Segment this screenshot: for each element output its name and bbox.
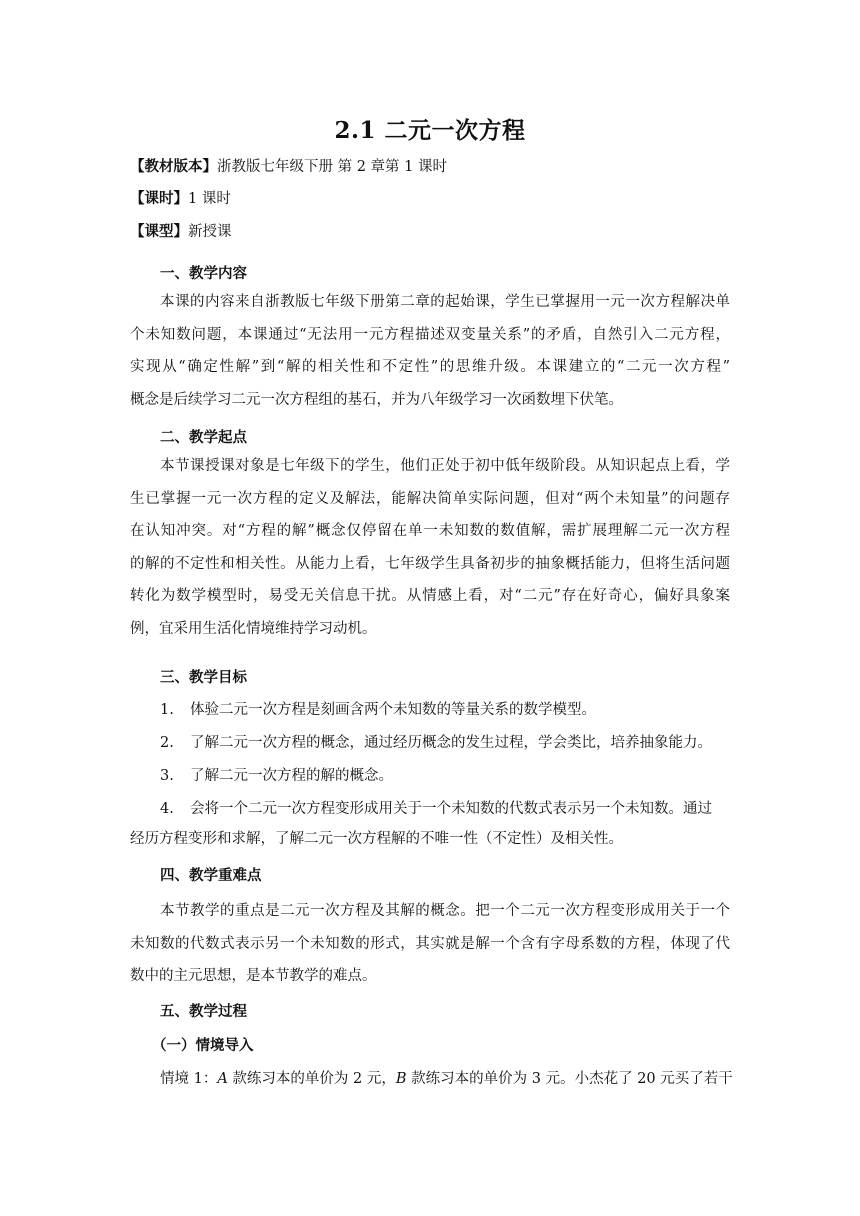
goal-number: 1. — [160, 702, 174, 718]
page-title: 2.1 二元一次方程 — [334, 117, 526, 144]
scenario-text: 款练习本的单价为 2 元， — [227, 1071, 396, 1087]
scenario-label: 情境 1： — [160, 1071, 218, 1087]
goal-text: 体验二元一次方程是刻画含两个未知数的等量关系的数学模型。 — [190, 702, 596, 718]
goal-item — [160, 764, 393, 785]
meta-key: 【教材版本】 — [130, 158, 217, 175]
goal-number: 3. — [160, 768, 174, 784]
paragraph-line: 例，宜采用生活化情境维持学习动机。 — [130, 620, 377, 637]
goal-text: 会将一个二元一次方程变形成用关于一个未知数的代数式表示另一个未知数。通过 — [190, 801, 712, 817]
section-heading-teaching-content: 一、教学内容 — [160, 265, 247, 282]
goal-item — [160, 731, 712, 752]
paragraph-line: 在认知冲突。对“方程的解”概念仅停留在单一未知数的数值解，需扩展理解二元一次方程 — [130, 523, 730, 539]
paragraph-teaching-content — [130, 286, 730, 416]
section-heading-teaching-start: 二、教学起点 — [160, 429, 247, 446]
paragraph-teaching-start — [130, 450, 730, 645]
goal-item — [160, 698, 596, 719]
paragraph-line: 本节教学的重点是二元一次方程及其解的概念。把一个二元一次方程变形成用关于一个 — [160, 903, 730, 919]
variable-a: A — [217, 1071, 228, 1087]
paragraph-line: 转化为数学模型时，易受无关信息干扰。从情感上看，对“二元”存在好奇心，偏好具象案 — [130, 588, 730, 604]
scenario-paragraph — [160, 1069, 733, 1089]
goal-number: 4. — [160, 801, 174, 817]
meta-key: 【课型】 — [130, 223, 188, 240]
goal-item — [160, 797, 712, 818]
paragraph-line: 数中的主元思想，是本节教学的难点。 — [130, 968, 377, 984]
meta-value: 浙教版七年级下册 第 2 章第 1 课时 — [217, 159, 447, 175]
meta-key: 【课时】 — [130, 190, 188, 207]
section-heading-teaching-goals: 三、教学目标 — [160, 669, 247, 686]
paragraph-line: 个未知数问题，本课通过“无法用一元方程描述双变量关系”的矛盾，自然引入二元方程， — [130, 326, 730, 343]
paragraph-key-difficult-points — [130, 895, 730, 993]
section-heading-teaching-process: 五、教学过程 — [160, 1003, 247, 1020]
variable-b: B — [395, 1071, 407, 1087]
goal-item-continuation: 经历方程变形和求解，了解二元一次方程解的不唯一性（不定性）及相关性。 — [130, 831, 623, 847]
section-heading-key-difficult-points: 四、教学重难点 — [160, 867, 262, 884]
paragraph-line: 实现从“确定性解”到“解的相关性和不定性”的思维升级。本课建立的“二元一次方程” — [130, 359, 730, 375]
paragraph-line: 的解的不定性和相关性。从能力上看，七年级学生具备初步的抽象概括能力，但将生活问题 — [130, 555, 730, 572]
paragraph-line: 概念是后续学习二元一次方程组的基石，并为八年级学习一次函数埋下伏笔。 — [130, 391, 623, 408]
goal-text: 了解二元一次方程的解的概念。 — [190, 768, 393, 784]
paragraph-line: 本课的内容来自浙教版七年级下册第二章的起始课，学生已掌握用一元一次方程解决单 — [160, 294, 730, 310]
meta-lesson-type — [130, 222, 232, 242]
goal-number: 2. — [160, 735, 174, 751]
meta-textbook-edition — [130, 157, 447, 177]
meta-value: 新授课 — [188, 224, 232, 240]
paragraph-line: 生已掌握一元一次方程的定义及解法，能解决简单实际问题，但对“两个未知量”的问题存 — [130, 490, 730, 507]
scenario-text: 款练习本的单价为 3 元。小杰花了 20 元买了若干 — [406, 1071, 733, 1087]
goal-text: 了解二元一次方程的概念，通过经历概念的发生过程，学会类比，培养抽象能力。 — [190, 735, 712, 751]
paragraph-line: 未知数的代数式表示另一个未知数的形式，其实就是解一个含有字母系数的方程，体现了代 — [130, 935, 730, 952]
subsection-heading-scenario-intro: （一）情境导入 — [152, 1037, 254, 1054]
meta-value: 1 课时 — [188, 191, 231, 207]
meta-class-hours — [130, 189, 231, 209]
paragraph-line: 本节课授课对象是七年级下的学生，他们正处于初中低年级阶段。从知识起点上看，学 — [160, 458, 730, 474]
